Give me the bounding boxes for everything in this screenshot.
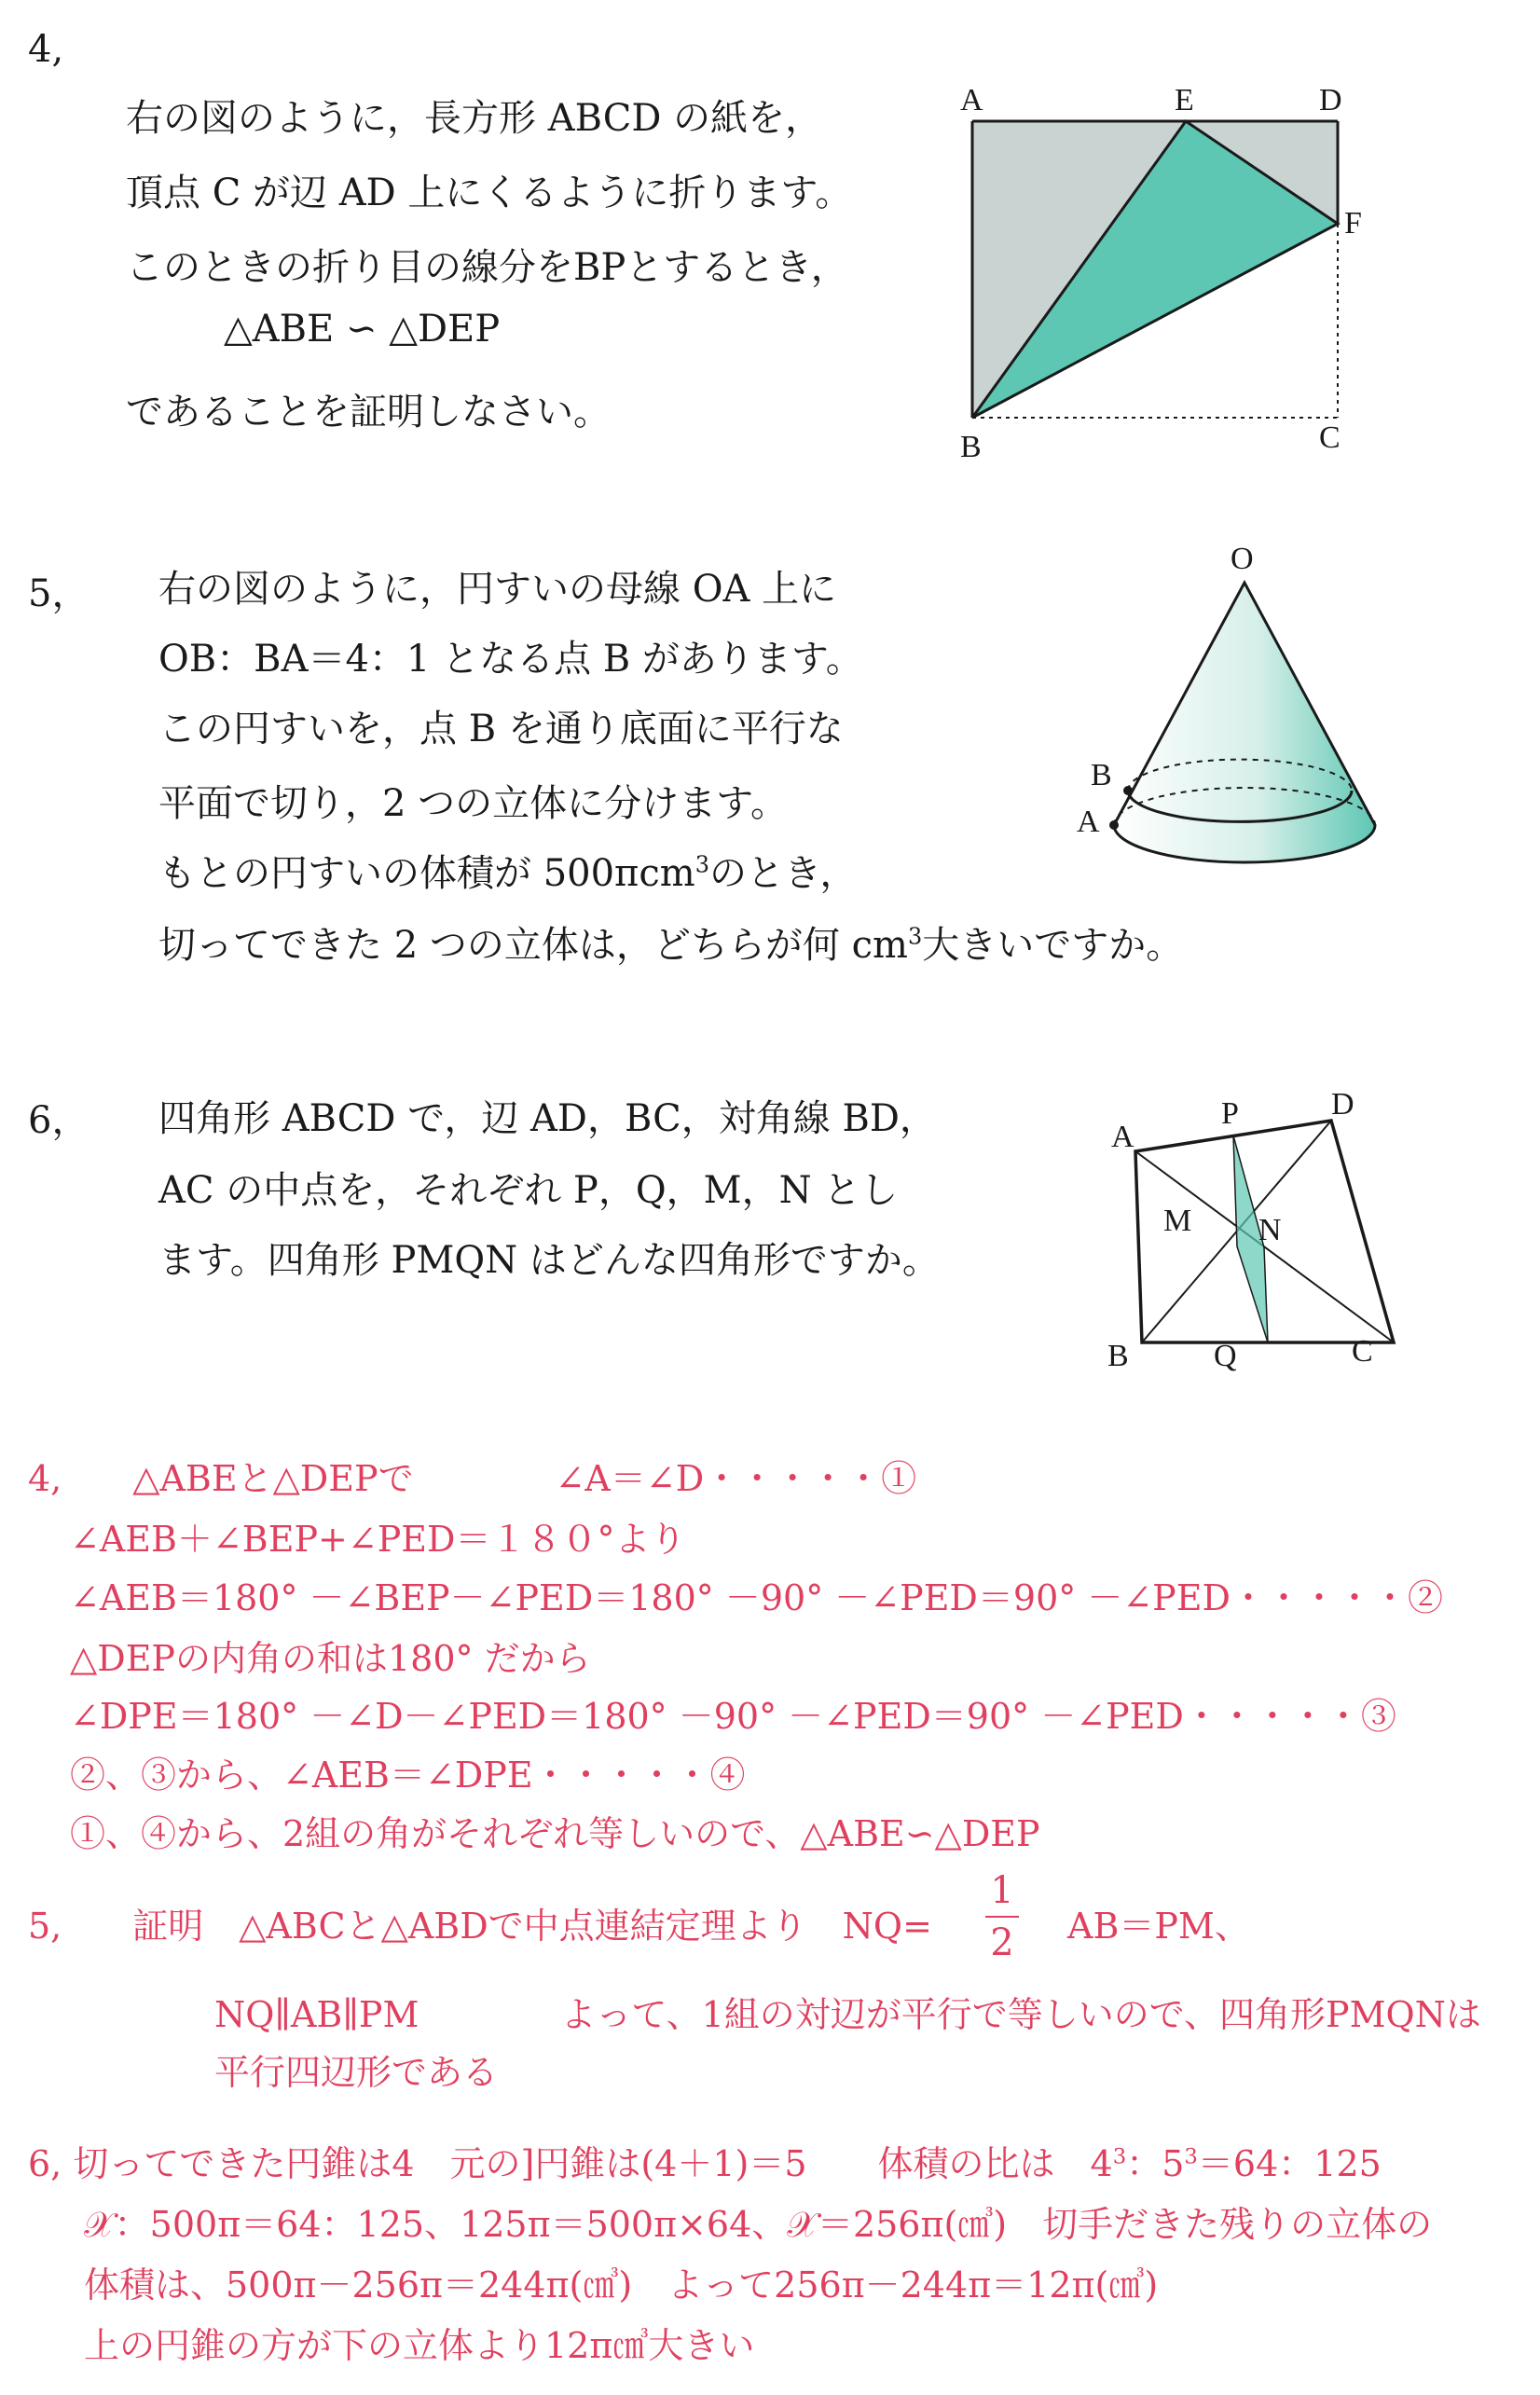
answer-4-line-2: ∠AEB＋∠BEP+∠PED＝１８０°より xyxy=(70,1519,686,1560)
problem-4-line-1: 右の図のように，長方形 ABCD の紙を， xyxy=(126,97,823,140)
label-M: M xyxy=(1163,1204,1192,1238)
label-B: B xyxy=(1091,758,1112,792)
rectangle-fold-figure xyxy=(942,75,1389,466)
label-A: A xyxy=(960,83,983,117)
label-F: F xyxy=(1344,206,1362,241)
problem-4-line-4: △ABE ∽ △DEP xyxy=(224,308,501,351)
problem-5-line-1: 右の図のように，円すいの母線 OA 上に xyxy=(158,568,837,611)
answer-5-line-2: NQ∥AB∥PM よって、1組の対辺が平行で等しいので、四角形PMQNは xyxy=(214,1994,1481,2035)
problem-4-line-3: このときの折り目の線分をBPとするとき， xyxy=(126,246,848,289)
answer-5-line-3: 平行四辺形である xyxy=(214,2052,499,2093)
label-O: O xyxy=(1231,542,1254,576)
problem-5-number: 5， xyxy=(28,572,89,615)
label-C: C xyxy=(1352,1334,1373,1369)
answer-6-line-3: 体積は、500π－256π＝244π(㎤) よって256π－244π＝12π(㎤) xyxy=(84,2264,1159,2306)
label-D: D xyxy=(1331,1087,1354,1122)
problem-6-line-2: AC の中点を，それぞれ P，Q，M，N とし xyxy=(158,1169,899,1212)
problem-5-line-2: OB：BA＝4：1 となる点 B があります。 xyxy=(158,638,863,681)
problem-5-line-4: 平面で切り，2 つの立体に分けます。 xyxy=(158,782,788,825)
label-P: P xyxy=(1221,1096,1239,1131)
label-N: N xyxy=(1258,1213,1282,1247)
label-A: A xyxy=(1111,1120,1134,1154)
problem-5-line-3: この円すいを，点 B を通り底面に平行な xyxy=(158,708,844,750)
cone-figure xyxy=(1035,541,1426,914)
answer-4-line-1: 4, △ABEと△DEPで ∠A＝∠D・・・・・① xyxy=(28,1458,917,1499)
answer-4-line-5: ∠DPE＝180° －∠D－∠PED＝180° －90° －∠PED＝90° －∠PED・・・・・③ xyxy=(70,1696,1396,1737)
answer-6-line-2: 𝒳：500π＝64：125、125π＝500π×64、𝒳＝256π(㎤) 切手だきた残りの立体の xyxy=(84,2204,1433,2245)
label-A: A xyxy=(1077,805,1100,839)
label-B: B xyxy=(960,430,982,464)
answer-5-line-1: 5, 証明 △ABCと△ABDで中点連結定理より NQ= xyxy=(28,1906,932,1947)
answer-6-line-4: 上の円錐の方が下の立体より12π㎤大きい xyxy=(84,2325,755,2366)
answer-4-line-7: ①、④から、2組の角がそれぞれ等しいので、△ABE∽△DEP xyxy=(70,1813,1040,1854)
fraction-denominator: 2 xyxy=(990,1921,1014,1964)
answer-6-line-1: 6, 切ってできた円錐は4 元の]円錐は(4＋1)＝5 体積の比は $4^3$：$5^3=64$：125 xyxy=(28,2143,1382,2184)
label-D: D xyxy=(1319,83,1342,117)
problem-5-line-6: 切ってできた 2 つの立体は，どちらが何 $cm^3$大きいですか。 xyxy=(158,923,1184,967)
label-B: B xyxy=(1107,1339,1129,1373)
problem-5-line-5: もとの円すいの体積が 500πcm$^3$のとき， xyxy=(158,851,858,895)
label-Q: Q xyxy=(1214,1339,1237,1373)
answer-4-line-6: ②、③から、∠AEB＝∠DPE・・・・・④ xyxy=(70,1755,746,1796)
label-E: E xyxy=(1175,83,1194,117)
fraction-numerator: 1 xyxy=(990,1869,1014,1912)
problem-4-line-2: 頂点 C が辺 AD 上にくるように折ります。 xyxy=(126,172,853,214)
problem-6-line-3: ます。四角形 PMQN はどんな四角形ですか。 xyxy=(158,1239,940,1282)
answer-5-fraction xyxy=(983,1869,1021,1964)
problem-4-number: 4, xyxy=(28,28,64,71)
answer-4-line-3: ∠AEB＝180° －∠BEP－∠PED＝180° －90° －∠PED＝90° －∠PED・・・・・② xyxy=(70,1577,1443,1618)
quadrilateral-figure xyxy=(1063,1081,1417,1380)
problem-4-line-5: であることを証明しなさい。 xyxy=(126,391,611,434)
answer-5-line-1-suffix: AB＝PM、 xyxy=(1067,1906,1250,1947)
problem-6-number: 6， xyxy=(28,1099,89,1142)
problem-6-line-1: 四角形 ABCD で，辺 AD，BC，対角線 BD， xyxy=(158,1097,937,1140)
label-C: C xyxy=(1319,420,1341,455)
answer-4-line-4: △DEPの内角の和は180° だから xyxy=(70,1638,591,1679)
